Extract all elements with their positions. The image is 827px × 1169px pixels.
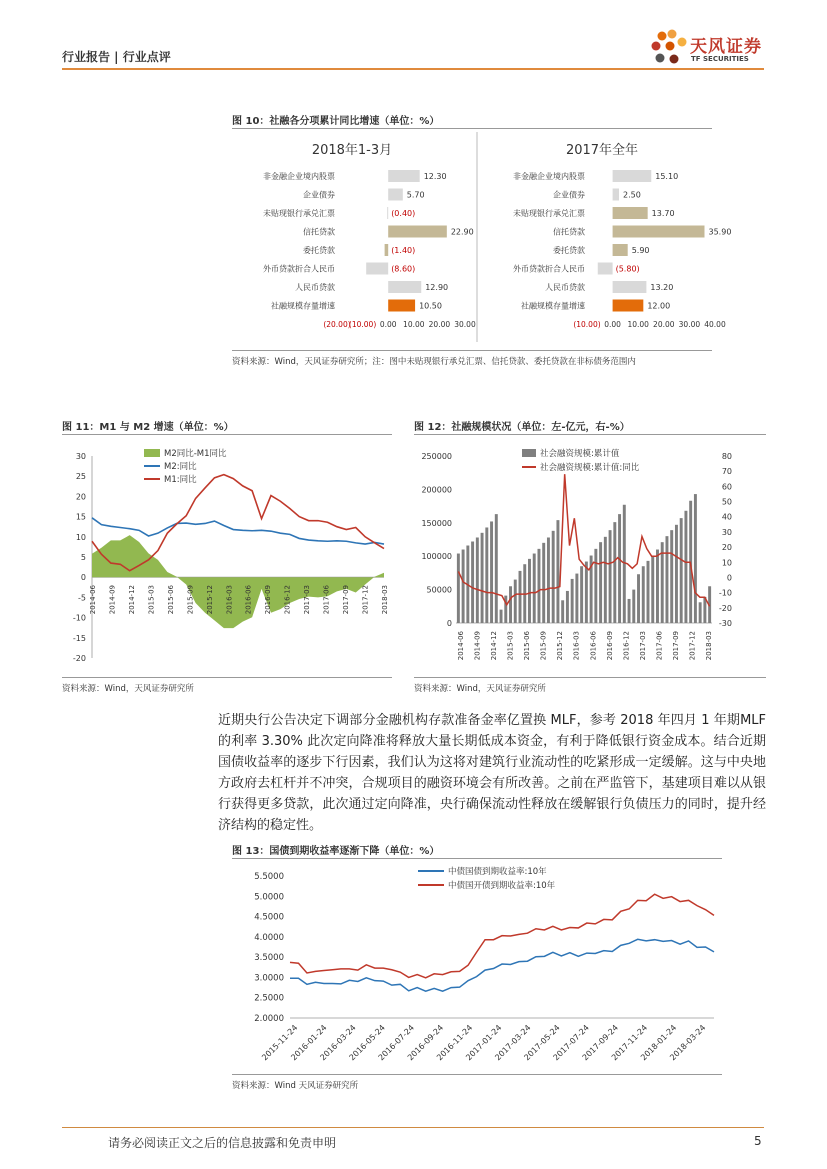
fig12-xtick: 2014-06 [457,631,465,661]
fig12-yleft-tick: 150000 [421,518,452,528]
fig10-right-value: 13.70 [651,209,675,218]
fig11-xtick: 2016-09 [264,585,273,615]
fig11-ytick: -20 [72,654,86,663]
fig12-bar [694,494,697,623]
fig10-right-value: 35.90 [708,227,732,237]
fig12-xtick: 2014-09 [473,631,482,661]
fig10-bottom-rule [232,350,712,351]
fig12-bar [632,590,635,623]
fig13-bottom-rule [232,1074,722,1075]
fig12-xtick: 2014-12 [490,631,499,661]
fig12-bar [495,514,498,623]
fig12-xtick: 2016-09 [605,631,614,661]
fig10-left-tick: 0.00 [379,320,397,329]
fig13-line-cdb [290,894,714,978]
fig13-xtick: 2018-01-24 [639,1023,679,1063]
fig12-bar [680,518,683,623]
fig12-yright-tick: 70 [721,467,732,477]
fig10-left-value: 5.70 [406,190,425,200]
fig12-yleft-tick: 100000 [421,552,452,562]
fig12-bar [651,556,654,623]
report-category: 行业报告 | 行业点评 [62,50,171,64]
fig13-source: 资料来源：Wind 天风证券研究所 [232,1081,359,1091]
fig12-bar [462,550,465,623]
fig10-left-tick: 30.00 [454,320,476,329]
fig12-bar [490,521,493,623]
fig13-chart [232,862,722,1072]
fig12-bar [670,530,673,623]
fig12-xtick: 2017-03 [638,631,647,661]
fig12-bar [514,580,517,623]
fig10-left-bar [387,207,388,219]
fig10-left-bar [388,189,403,201]
fig10-left-value: 12.90 [425,283,449,292]
fig13-ytick: 5.0000 [254,892,284,903]
fig10-left-bar [388,300,415,312]
fig12-bar [599,542,602,623]
fig10-right-bar [613,189,619,201]
fig12-legend-label: 社会融资规模:累计值:同比 [540,463,640,473]
fig11-ytick: 20 [75,492,86,502]
fig12-bar [613,522,616,623]
fig11-title: 图 11：M1 与 M2 增速（单位：%） [62,422,234,433]
fig12-bar [485,527,488,623]
fig12-bar [533,554,536,623]
fig10-right-bar [613,226,705,238]
fig10-right-bar [613,170,652,182]
fig10-right-tick: 30.00 [678,320,701,329]
fig10-source: 资料来源：Wind，天风证券研究所；注：图中未贴现银行承兑汇票、信托贷款、委托贷款在非标债务范围内 [232,357,636,367]
fig12-top-rule [414,434,766,435]
fig12-yleft-tick: 250000 [421,452,452,461]
fig12-bar [500,610,503,623]
fig11-xtick: 2015-12 [205,585,214,615]
fig12-legend-label: 社会融资规模:累计值 [540,449,620,459]
fig13-legend-label: 中债国债到期收益率:10年 [448,867,547,877]
fig10-right-value: 2.50 [623,190,641,200]
fig11-ytick: -10 [72,613,86,623]
fig12-bar [675,525,678,623]
fig13-xtick: 2016-11-24 [435,1023,475,1063]
fig12-yright-tick: 60 [721,482,732,492]
fig10-right-tick: 10.00 [627,320,649,329]
fig13-xtick: 2017-07-24 [551,1023,591,1063]
fig11-legend-swatch [144,449,160,457]
fig12-bar [509,586,512,623]
fig12-bar [537,549,540,623]
fig13-ytick: 3.5000 [254,953,284,964]
fig12-yright-tick: 50 [721,497,732,507]
fig10-right-subtitle: 2017年全年 [565,143,639,158]
fig10-left-label: 未贴现银行承兑汇票 [263,209,335,218]
fig11-legend-label: M1:同比 [164,475,197,485]
fig10-left-label: 社融规模存量增速 [271,301,335,311]
fig12-xtick: 2015-09 [539,631,548,661]
fig12-yleft-tick: 200000 [421,485,452,495]
fig13-xtick: 2018-03-24 [668,1023,708,1063]
fig11-xtick: 2016-03 [225,585,234,615]
fig10-left-label: 信托贷款 [303,227,335,237]
fig12-yright-tick: 10 [721,558,732,568]
fig10-right-tick: (10.00) [573,320,601,329]
fig11-xtick: 2014-06 [89,585,97,615]
fig12-bar [699,602,702,623]
fig13-xtick: 2017-11-24 [609,1023,650,1063]
fig13-top-rule [232,858,722,859]
footer-divider [62,1127,764,1128]
fig10-right-tick: 0.00 [604,320,621,329]
fig12-bottom-rule [414,677,766,678]
fig12-bar [647,561,650,623]
fig10-right-bar [613,300,644,312]
fig12-bar [556,520,559,623]
fig11-ytick: 30 [75,452,86,461]
fig10-left-bar [385,244,389,256]
fig12-xtick: 2018-03 [705,631,713,661]
fig13-ytick: 4.5000 [254,912,284,923]
fig11-xtick: 2014-09 [108,585,117,615]
fig12-yright-tick: -30 [718,619,732,628]
fig12-xtick: 2017-12 [688,631,697,661]
fig11-source: 资料来源：Wind，天风证券研究所 [62,684,194,694]
fig10-right-label: 委托贷款 [553,246,585,255]
fig12-bar [547,537,550,623]
fig10-left-label: 委托贷款 [303,246,335,255]
footer-disclaimer: 请务必阅读正文之后的信息披露和免责申明 [108,1136,337,1150]
fig12-yright-tick: 40 [721,512,732,522]
fig11-xtick: 2017-06 [322,585,331,615]
fig12-xtick: 2015-03 [506,631,515,661]
fig10-right-value: 15.10 [655,172,679,181]
fig10-right-label: 信托贷款 [553,227,585,237]
fig12-xtick: 2015-06 [523,631,532,661]
fig12-bar [609,530,612,623]
fig11-legend-label: M2同比-M1同比 [164,449,227,459]
fig12-yright-tick: 80 [721,452,732,461]
fig12-source: 资料来源：Wind，天风证券研究所 [414,684,546,694]
fig11-xtick: 2016-12 [283,585,292,615]
fig11-ytick: -5 [78,593,86,603]
fig10-right-bar [613,281,647,293]
fig10-left-value: 12.30 [423,172,447,181]
fig11-xtick: 2014-12 [127,585,136,615]
fig12-xtick: 2017-06 [655,631,664,661]
fig12-bar [575,574,578,623]
fig10-top-rule [232,128,712,129]
fig12-bar [561,600,564,623]
fig13-ytick: 3.0000 [254,973,284,984]
fig10-left-tick: (10.00) [348,320,377,329]
fig10-right-value: 5.90 [631,246,650,255]
fig10-right-value: 12.00 [647,301,671,311]
fig12-bar [542,543,545,623]
fig13-ytick: 5.5000 [254,872,284,882]
fig11-ytick: 10 [75,532,86,542]
fig12-bar [519,571,522,623]
company-logo-en: TF SECURITIES [691,55,749,63]
fig13-xtick: 2016-09-24 [405,1023,446,1063]
fig10-right-bar [613,207,648,219]
fig10-title: 图 10：社融各分项累计同比增速（单位：%） [232,116,440,127]
fig12-bar [457,554,460,623]
fig12-yright-tick: 20 [721,543,732,553]
fig10-right-tick: 20.00 [653,320,675,329]
fig12-chart [414,440,766,675]
fig13-title: 图 13：国债到期收益率逐渐下降（单位：%） [232,846,440,857]
fig13-legend-label: 中债国开债到期收益率:10年 [448,881,556,891]
fig10-left-bar [366,263,388,275]
fig12-yright-tick: 30 [721,527,732,537]
fig10-left-label: 人民币贷款 [295,283,335,292]
body-paragraph: 近期央行公告决定下调部分金融机构存款准备金率亿置换 MLF，参考 2018 年四月 1 年期MLF 的利率 3.30% 此次定向降准将释放大量长期低成本资金，有利于降低银行资金成本。结合近期国债收益率的逐步下行因素，我们认为这将对建筑行业流动性的吃紧形成一定缓解。这与中央地方政府去杠杆并不冲突，合规项目的融资环境会有所改善。之前在严监管下，基建项目难以从银行获得更多贷款，此次通过定向降准，央行确保流动性释放在缓解银行负债压力的同时，提升经济结构的稳定性。 [218,713,766,833]
fig10-left-bar [388,170,419,182]
fig11-chart [62,440,392,675]
fig10-left-value: (8.60) [391,264,416,274]
fig10-left-label: 非金融企业境内股票 [263,172,335,181]
fig11-xtick: 2017-03 [303,585,312,615]
fig12-bar [481,533,484,623]
page-number: 5 [754,1134,762,1148]
fig13-line-treasury [290,939,714,991]
fig10-chart [232,132,732,347]
fig12-bar [552,531,555,623]
fig11-xtick: 2015-09 [186,585,195,615]
fig13-ytick: 2.0000 [254,1014,284,1024]
fig12-bar [642,566,645,623]
fig12-xtick: 2016-03 [572,631,581,661]
fig11-ytick: -15 [72,633,86,643]
fig12-yright-tick: 0 [726,573,732,583]
fig12-bar [566,591,569,623]
fig13-xtick: 2015-11-24 [260,1023,300,1063]
fig10-left-value: (1.40) [391,246,416,255]
fig13-ytick: 4.0000 [254,932,284,943]
fig11-bottom-rule [62,677,392,678]
fig13-xtick: 2016-01-24 [289,1023,329,1063]
fig12-bar [604,537,607,623]
fig10-left-label: 企业债券 [303,190,335,200]
fig12-legend-swatch [522,449,536,457]
fig11-ytick: 15 [75,512,86,522]
fig11-ytick: 0 [80,573,86,583]
fig11-xtick: 2015-03 [147,585,156,615]
fig12-bar [580,566,583,623]
fig10-right-label: 人民币贷款 [545,283,585,292]
fig12-bar [684,511,687,623]
fig11-xtick: 2016-06 [244,585,253,615]
fig13-xtick: 2017-09-24 [580,1023,620,1063]
fig13-xtick: 2016-05-24 [347,1023,387,1063]
fig10-right-label: 未贴现银行承兑汇票 [513,209,585,218]
fig10-left-label: 外币贷款折合人民币 [263,264,335,274]
fig12-bar [471,542,474,623]
fig10-left-value: (0.40) [391,209,416,218]
fig12-bar [571,579,574,623]
fig12-xtick: 2015-12 [556,631,565,661]
fig12-yright-tick: -10 [718,588,732,598]
fig12-yright-tick: -20 [718,603,732,613]
fig13-xtick: 2017-03-24 [493,1023,533,1063]
fig12-bar [585,562,588,623]
fig13-xtick: 2016-03-24 [318,1023,358,1063]
fig13-ytick: 2.5000 [254,993,284,1004]
fig12-bar [594,549,597,623]
fig11-xtick: 2017-12 [361,585,370,615]
fig12-bar [637,574,640,623]
fig12-xtick: 2016-06 [589,631,598,661]
fig10-right-value: (5.80) [615,264,640,274]
fig10-right-label: 企业债券 [553,190,585,200]
fig13-xtick: 2017-01-24 [464,1023,504,1063]
fig12-bar [656,550,659,623]
fig10-left-tick: 20.00 [428,320,451,329]
fig12-yleft-tick: 0 [446,619,452,628]
fig10-right-tick: 40.00 [704,320,726,329]
fig10-left-tick: 10.00 [403,320,425,329]
fig12-bar [661,542,664,623]
fig10-left-value: 10.50 [419,301,442,311]
fig12-xtick: 2016-12 [622,631,631,661]
fig10-left-value: 22.90 [450,227,474,237]
fig10-right-bar [613,244,628,256]
fig11-ytick: 5 [80,553,86,562]
fig10-left-bar [388,281,421,293]
fig12-bar [618,514,621,623]
fig11-ytick: 25 [75,472,86,482]
fig12-bar [528,559,531,623]
fig12-bar [628,599,631,623]
fig10-left-subtitle: 2018年1-3月 [311,143,393,158]
fig11-xtick: 2018-03 [381,585,389,615]
fig11-xtick: 2015-06 [166,585,175,615]
fig10-right-label: 社融规模存量增速 [521,301,585,311]
fig13-xtick: 2016-07-24 [376,1023,416,1063]
fig12-title: 图 12：社融规模状况（单位：左-亿元，右-%） [414,422,630,433]
fig12-bar [665,536,668,623]
fig12-xtick: 2017-09 [671,631,680,661]
fig11-xtick: 2017-09 [342,585,351,615]
fig10-left-bar [388,226,447,238]
company-logo-icon [648,28,690,70]
fig12-yleft-tick: 50000 [426,585,452,595]
fig11-legend-label: M2:同比 [164,462,197,472]
company-logo-name: 天风证券 [690,37,762,57]
fig13-xtick: 2017-05-24 [522,1023,562,1063]
fig11-top-rule [62,434,392,435]
fig10-right-value: 13.20 [650,283,674,292]
fig10-right-bar [598,263,613,275]
fig12-bar [476,537,479,623]
fig10-right-label: 非金融企业境内股票 [513,172,585,181]
fig10-left-tick: (20.00) [323,320,351,329]
fig10-right-label: 外币贷款折合人民币 [513,264,585,274]
